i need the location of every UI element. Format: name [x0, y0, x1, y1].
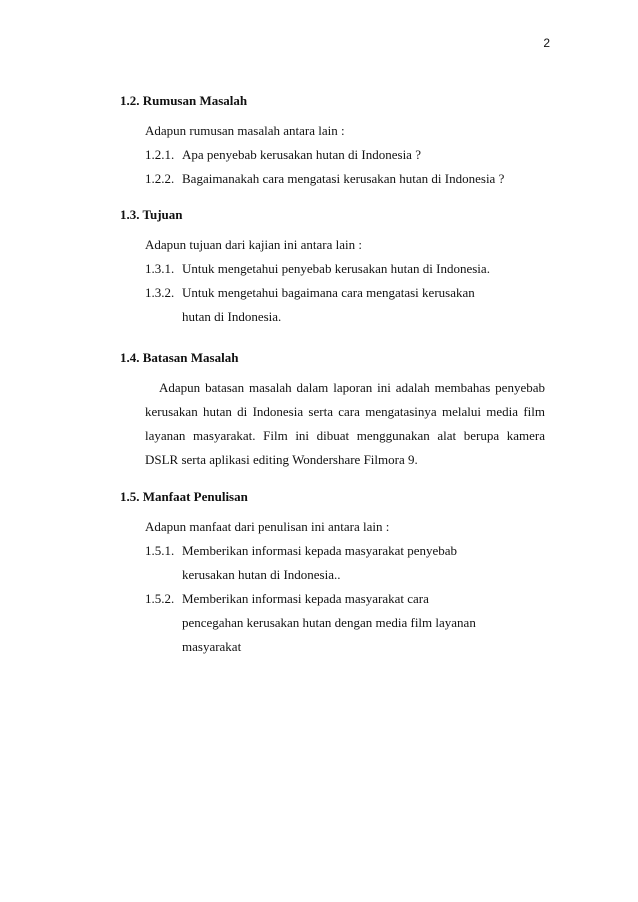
list-item: [120, 261, 560, 277]
item-text: Memberikan informasi kepada masyarakat penyebab kerusakan hutan di Indonesia..: [182, 543, 458, 582]
section-tujuan: [120, 207, 560, 329]
section-batasan-masalah: [120, 350, 560, 472]
section-heading: 1.4. Batasan Masalah: [120, 350, 239, 365]
item-text: Bagaimanakah cara mengatasi kerusakan hutan di Indonesia ?: [182, 171, 505, 186]
list-item: [120, 281, 492, 329]
item-text: Memberikan informasi kepada masyarakat cara pencegahan kerusakan hutan dengan media film layanan masyarakat: [182, 591, 476, 654]
item-number: 1.3.2.: [145, 285, 175, 300]
section-intro: Adapun manfaat dari penulisan ini antara lain :: [145, 519, 390, 534]
page-number: 2: [543, 36, 550, 50]
item-number: 1.3.1.: [145, 261, 175, 276]
section-heading: 1.3. Tujuan: [120, 207, 183, 222]
section-heading: 1.5. Manfaat Penulisan: [120, 489, 248, 504]
section-paragraph: Adapun batasan masalah dalam laporan ini adalah membahas penyebab kerusakan hutan di Indonesia serta cara mengatasinya melalui media film layanan masyarakat. Film ini dibuat menggunakan alat berupa kamera DSLR serta aplikasi editing Wondershare Filmora 9.: [145, 380, 545, 467]
list-item: [120, 539, 492, 587]
item-number: 1.5.2.: [145, 591, 175, 606]
item-text: Apa penyebab kerusakan hutan di Indonesia ?: [182, 147, 421, 162]
item-number: 1.2.1.: [145, 147, 175, 162]
item-number: 1.2.2.: [145, 171, 175, 186]
item-text: Untuk mengetahui penyebab kerusakan hutan di Indonesia.: [182, 261, 490, 276]
item-text: Untuk mengetahui bagaimana cara mengatasi kerusakan hutan di Indonesia.: [182, 285, 475, 324]
list-item: [120, 147, 560, 163]
list-item: [120, 171, 560, 187]
section-intro: Adapun tujuan dari kajian ini antara lain :: [145, 237, 362, 252]
item-number: 1.5.1.: [145, 543, 175, 558]
section-intro: Adapun rumusan masalah antara lain :: [145, 123, 345, 138]
section-rumusan-masalah: [120, 93, 560, 187]
list-item: [120, 587, 492, 659]
section-heading: 1.2. Rumusan Masalah: [120, 93, 248, 108]
section-manfaat-penulisan: [120, 489, 560, 659]
